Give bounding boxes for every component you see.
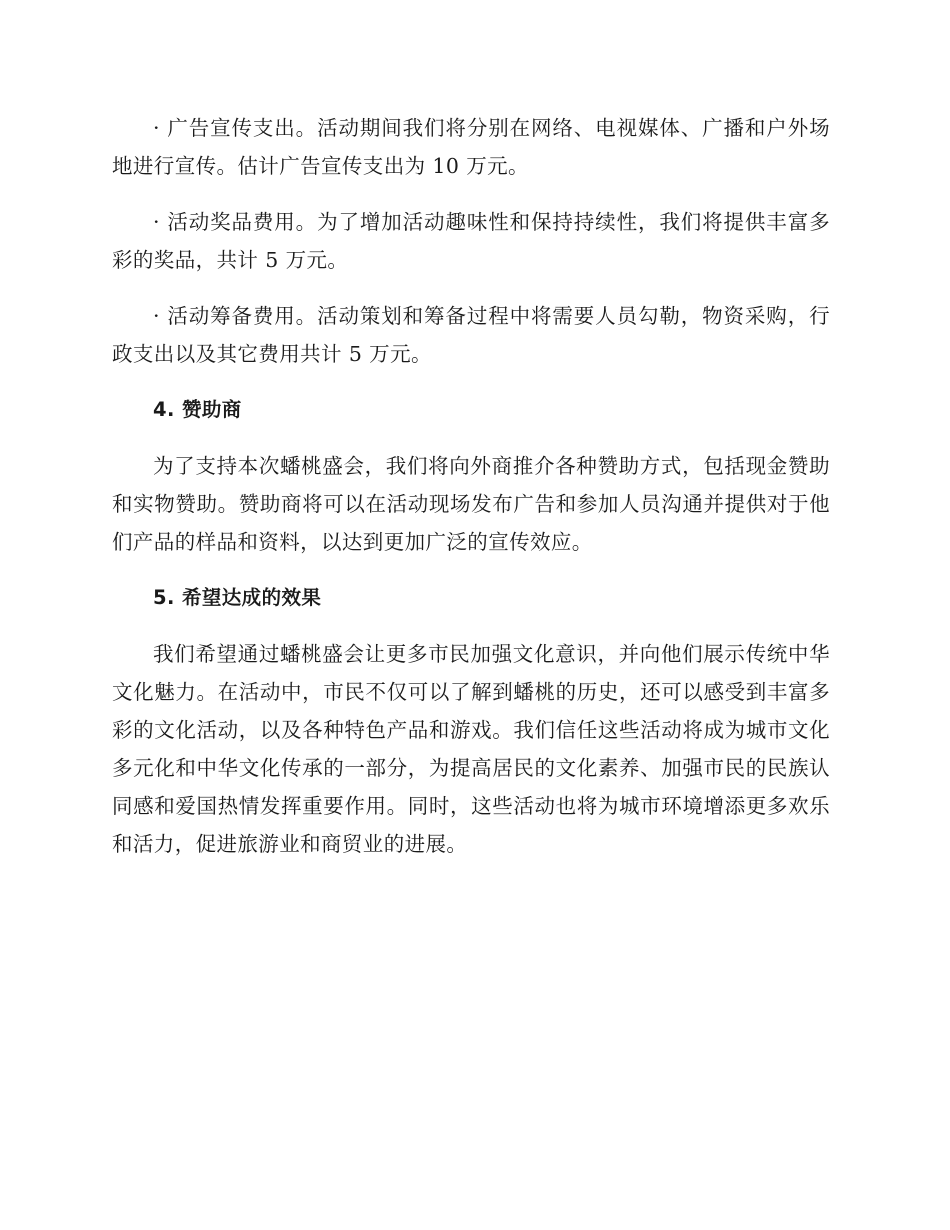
prep-expense-paragraph: · 活动筹备费用。活动策划和筹备过程中将需要人员勾勒，物资采购，行政支出以及其它费用共计 5 万元。 xyxy=(112,304,830,366)
ad-expense-paragraph: · 广告宣传支出。活动期间我们将分别在网络、电视媒体、广播和户外场地进行宣传。估计广告宣传支出为 10 万元。 xyxy=(112,116,830,178)
sponsor-heading: 4. 赞助商 xyxy=(153,398,242,421)
effect-heading: 5. 希望达成的效果 xyxy=(153,586,322,609)
document-body xyxy=(112,109,830,881)
prize-expense-paragraph: · 活动奖品费用。为了增加活动趣味性和保持持续性，我们将提供丰富多彩的奖品，共计 5 万元。 xyxy=(112,210,830,272)
sponsor-paragraph: 为了支持本次蟠桃盛会，我们将向外商推介各种赞助方式，包括现金赞助和实物赞助。赞助商将可以在活动现场发布广告和参加人员沟通并提供对于他们产品的样品和资料，以达到更加广泛的宣传效应。 xyxy=(112,454,830,554)
effect-paragraph: 我们希望通过蟠桃盛会让更多市民加强文化意识，并向他们展示传统中华文化魅力。在活动中，市民不仅可以了解到蟠桃的历史，还可以感受到丰富多彩的文化活动，以及各种特色产品和游戏。我们信任这些活动将成为城市文化多元化和中华文化传承的一部分，为提高居民的文化素养、加强市民的民族认同感和爱国热情发挥重要作用。同时，这些活动也将为城市环境增添更多欢乐和活力，促进旅游业和商贸业的进展。 xyxy=(112,642,830,856)
